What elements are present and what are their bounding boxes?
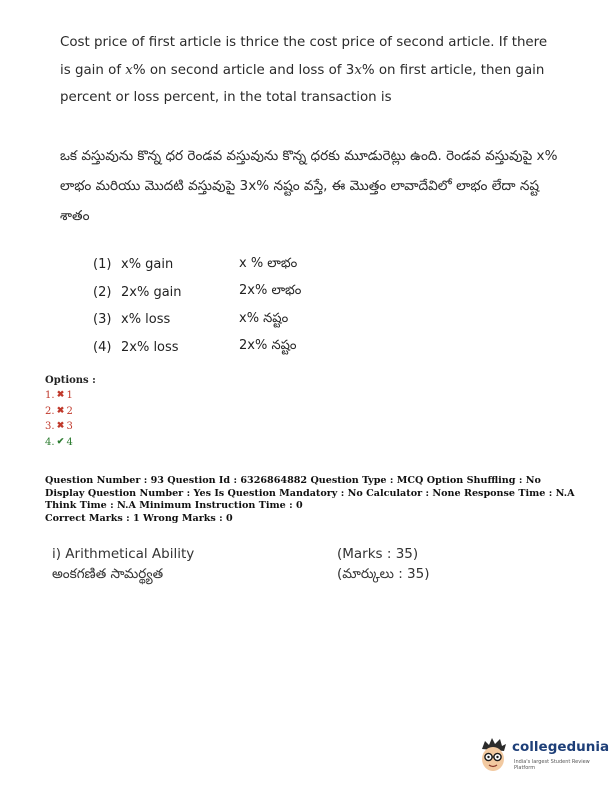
check-icon: ✔ — [56, 436, 65, 447]
answer-option-3: 3. ✖ 3 — [45, 419, 96, 435]
wrong-icon: ✖ — [56, 421, 65, 431]
answer-option-2: 2. ✖ 2 — [45, 404, 96, 420]
logo-tagline: India's largest Student Review Platform — [514, 759, 590, 771]
choice-3: (3) x% loss x% నష్టం — [93, 310, 289, 328]
question-text-telugu: ఒక వస్తువును కొన్న ధర రెండవ వస్తువును కొన్న ధరకు మూడురెట్లు ఉంది. రెండవ వస్తువుపై x% లాభం మరియు మొదటి వస్తువుపై 3x% నష్టం వస్తే, ఈ మొత్తం లావాదేవిలో లాభం లేదా నష్ట శాతం — [60, 148, 558, 224]
mascot-face-icon — [476, 735, 510, 775]
section-title-telugu: అంకగణిత సామర్థ్యత — [52, 566, 164, 582]
question-meta-line: Question Number : 93 Question Id : 6326864882 Question Type : MCQ Option Shuffling : No Display Question Number : Yes Is Question Mandatory : No Calculator : None Response Time : N.A Think Time : N.A Minimum Instruction Time : 0 — [45, 475, 575, 511]
marks-line: Correct Marks : 1 Wrong Marks : 0 — [45, 512, 233, 524]
section-marks-english: (Marks : 35) — [337, 546, 419, 562]
question-metadata — [45, 475, 575, 525]
section-title-english: i) Arithmetical Ability — [52, 546, 195, 562]
options-title: Options : — [45, 375, 96, 386]
collegedunia-logo — [476, 735, 610, 775]
choice-4: (4) 2x% loss 2x% నష్టం — [93, 338, 297, 355]
choice-list — [93, 251, 353, 361]
choice-1: (1) x% gain x % లాభం — [93, 255, 298, 273]
section-marks — [337, 544, 430, 584]
answer-option-4: 4. ✔ 4 — [45, 435, 96, 451]
question-text-english: Cost price of first article is thrice the cost price of second article. If there is gain of x% on second article and loss of 3x% on first article, then gain percent or loss percent, in the total transaction is — [60, 35, 548, 105]
wrong-icon: ✖ — [56, 390, 65, 400]
choice-2: (2) 2x% gain 2x% లాభం — [93, 283, 302, 300]
answer-options — [45, 375, 96, 450]
wrong-icon: ✖ — [56, 405, 65, 416]
section-marks-telugu: (మార్కులు : 35) — [337, 566, 430, 582]
answer-option-1: 1. ✖ 1 — [45, 388, 96, 404]
logo-wordmark: collegedunia — [512, 739, 610, 755]
section-heading — [52, 544, 452, 584]
